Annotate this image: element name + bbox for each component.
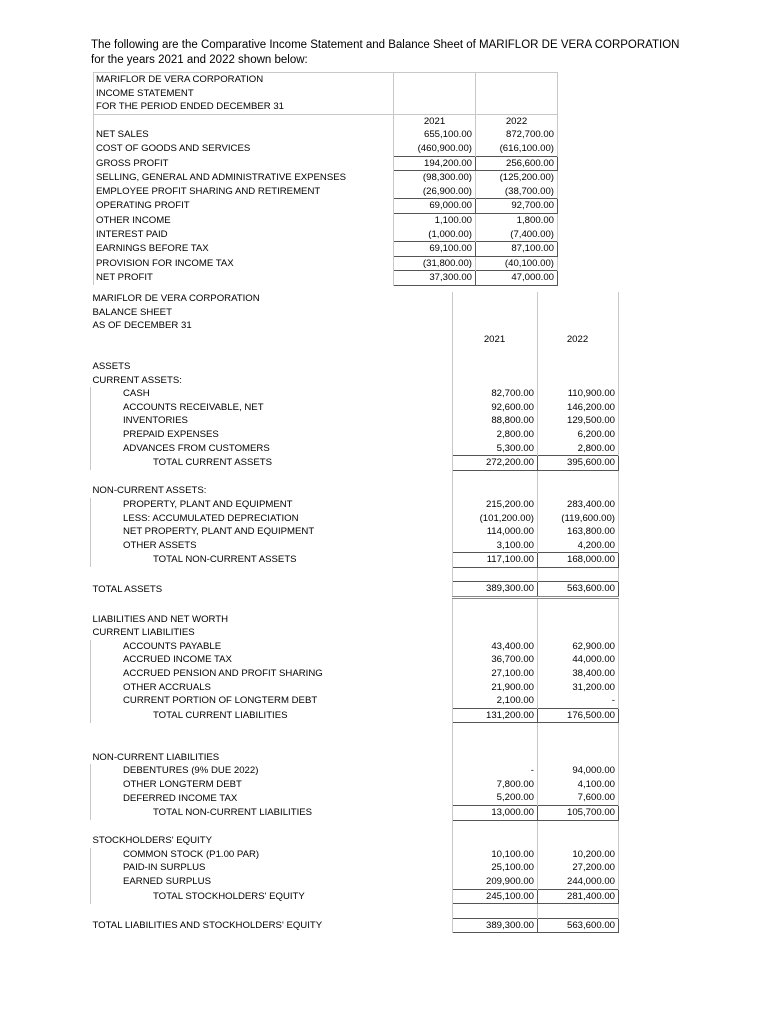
bs-row	[91, 539, 619, 553]
bs-total-label: TOTAL ASSETS	[91, 582, 453, 598]
bs-row	[91, 498, 619, 512]
bs-value-2021	[453, 292, 538, 306]
bs-row-label: ACCOUNTS PAYABLE	[91, 640, 453, 654]
bs-row	[91, 567, 619, 582]
bs-section-heading: ASSETS	[91, 360, 453, 374]
bs-value-2021: 2,100.00	[453, 694, 538, 708]
bs-value-2022: 4,100.00	[538, 778, 619, 792]
bs-value-2022: 563,600.00	[538, 582, 619, 598]
bs-row-label	[91, 567, 453, 582]
bs-row	[91, 848, 619, 862]
bs-row	[91, 401, 619, 415]
is-value-2021: (98,300.00)	[394, 171, 476, 185]
bs-row-label	[91, 820, 453, 834]
bs-total-row	[91, 805, 619, 820]
is-row	[94, 271, 558, 286]
bs-row	[91, 764, 619, 778]
bs-row	[91, 875, 619, 889]
is-value-2022: (125,200.00)	[476, 171, 558, 185]
bs-row-label: CASH	[91, 387, 453, 401]
bs-row	[91, 319, 619, 333]
is-value-2021: 194,200.00	[394, 156, 476, 171]
bs-value-2021: 5,300.00	[453, 442, 538, 456]
bs-value-2021	[453, 306, 538, 320]
bs-value-2022: 283,400.00	[538, 498, 619, 512]
bs-row	[91, 292, 619, 306]
is-value-2021: 69,100.00	[394, 242, 476, 257]
is-value-2021: 69,000.00	[394, 199, 476, 214]
bs-row-label: OTHER LONGTERM DEBT	[91, 778, 453, 792]
is-period: FOR THE PERIOD ENDED DECEMBER 31	[94, 100, 394, 114]
bs-value-2021	[453, 470, 538, 484]
bs-value-2022	[538, 360, 619, 374]
bs-value-2022: 7,600.00	[538, 791, 619, 805]
is-row	[94, 242, 558, 257]
bs-value-2021: 43,400.00	[453, 640, 538, 654]
bs-row	[91, 525, 619, 539]
is-row	[94, 213, 558, 227]
bs-value-2021	[453, 360, 538, 374]
bs-value-2021: 13,000.00	[453, 805, 538, 820]
bs-row-label	[91, 346, 453, 360]
is-row	[94, 199, 558, 214]
is-value-2021: (1,000.00)	[394, 228, 476, 242]
bs-value-2022: 62,900.00	[538, 640, 619, 654]
bs-total-row	[91, 553, 619, 568]
bs-row	[91, 681, 619, 695]
is-row-label: EARNINGS BEFORE TAX	[94, 242, 394, 257]
bs-row-label: ADVANCES FROM CUSTOMERS	[91, 442, 453, 456]
bs-value-2021: 389,300.00	[453, 918, 538, 933]
bs-row	[91, 751, 619, 765]
bs-row-label	[91, 723, 453, 737]
is-value-2022: 1,800.00	[476, 213, 558, 227]
is-year-2021: 2021	[394, 114, 476, 128]
bs-value-2021: 114,000.00	[453, 525, 538, 539]
bs-value-2021: 3,100.00	[453, 539, 538, 553]
bs-row-label: EARNED SURPLUS	[91, 875, 453, 889]
bs-value-2021: 7,800.00	[453, 778, 538, 792]
bs-row-label: PROPERTY, PLANT AND EQUIPMENT	[91, 498, 453, 512]
bs-row	[91, 442, 619, 456]
bs-value-2022	[538, 306, 619, 320]
bs-value-2022	[538, 567, 619, 582]
bs-section-heading: STOCKHOLDERS' EQUITY	[91, 834, 453, 848]
is-row	[94, 256, 558, 271]
is-row-label: NET SALES	[94, 128, 394, 142]
bs-value-2022: 27,200.00	[538, 861, 619, 875]
bs-value-2021	[453, 598, 538, 613]
bs-value-2021: (101,200.00)	[453, 512, 538, 526]
bs-section-heading: NON-CURRENT LIABILITIES	[91, 751, 453, 765]
bs-grand-total-row	[91, 918, 619, 933]
bs-value-2021: 117,100.00	[453, 553, 538, 568]
bs-section-heading: CURRENT ASSETS:	[91, 374, 453, 388]
is-value-2022: 92,700.00	[476, 199, 558, 214]
bs-row	[91, 306, 619, 320]
bs-value-2021	[453, 904, 538, 919]
bs-years-row	[91, 333, 619, 347]
bs-value-2021: 272,200.00	[453, 456, 538, 471]
bs-row-label: PAID-IN SURPLUS	[91, 861, 453, 875]
bs-value-2022: 563,600.00	[538, 918, 619, 933]
bs-row-label	[91, 904, 453, 919]
bs-row	[91, 778, 619, 792]
bs-row-label: CURRENT PORTION OF LONGTERM DEBT	[91, 694, 453, 708]
bs-value-2022: 146,200.00	[538, 401, 619, 415]
bs-total-label: TOTAL NON-CURRENT LIABILITIES	[91, 805, 453, 820]
bs-row	[91, 598, 619, 613]
is-row-label: PROVISION FOR INCOME TAX	[94, 256, 394, 271]
bs-value-2021	[453, 626, 538, 640]
is-row	[94, 185, 558, 199]
bs-row	[91, 667, 619, 681]
bs-value-2022: 176,500.00	[538, 708, 619, 723]
bs-value-2022	[538, 292, 619, 306]
bs-value-2022: 244,000.00	[538, 875, 619, 889]
is-title: MARIFLOR DE VERA CORPORATION	[94, 73, 394, 87]
is-value-2021: 37,300.00	[394, 271, 476, 286]
bs-value-2022: -	[538, 694, 619, 708]
bs-value-2021	[453, 723, 538, 737]
bs-value-2022: 129,500.00	[538, 414, 619, 428]
bs-row	[91, 723, 619, 737]
bs-row-label: INVENTORIES	[91, 414, 453, 428]
bs-row-label	[91, 737, 453, 751]
bs-row	[91, 346, 619, 360]
bs-value-2022: 2,800.00	[538, 442, 619, 456]
bs-value-2022	[538, 484, 619, 498]
bs-row	[91, 861, 619, 875]
bs-value-2021	[453, 374, 538, 388]
bs-value-2021: 27,100.00	[453, 667, 538, 681]
is-row	[94, 128, 558, 142]
intro-text: The following are the Comparative Income Statement and Balance Sheet of MARIFLOR DE VERA CORPORATION for the years 2021 and 2022 shown below:	[91, 39, 680, 66]
is-row-label: COST OF GOODS AND SERVICES	[94, 142, 394, 156]
bs-value-2022	[538, 319, 619, 333]
bs-value-2021: 25,100.00	[453, 861, 538, 875]
bs-value-2021	[453, 319, 538, 333]
bs-row-label: ACCOUNTS RECEIVABLE, NET	[91, 401, 453, 415]
bs-value-2022: 163,800.00	[538, 525, 619, 539]
bs-value-2022: 31,200.00	[538, 681, 619, 695]
bs-value-2022: 44,000.00	[538, 653, 619, 667]
bs-row-label: ACCRUED INCOME TAX	[91, 653, 453, 667]
bs-section-heading: CURRENT LIABILITIES	[91, 626, 453, 640]
bs-row	[91, 694, 619, 708]
bs-value-2021	[453, 567, 538, 582]
bs-value-2022: (119,600.00)	[538, 512, 619, 526]
bs-value-2022	[538, 723, 619, 737]
bs-value-2021	[453, 346, 538, 360]
bs-value-2021: -	[453, 764, 538, 778]
is-row	[94, 171, 558, 185]
bs-value-2021: 5,200.00	[453, 791, 538, 805]
bs-row-label: OTHER ACCRUALS	[91, 681, 453, 695]
bs-row	[91, 360, 619, 374]
is-value-2022: (38,700.00)	[476, 185, 558, 199]
bs-row	[91, 834, 619, 848]
is-year-2022: 2022	[476, 114, 558, 128]
bs-row-label: NET PROPERTY, PLANT AND EQUIPMENT	[91, 525, 453, 539]
is-row-label: NET PROFIT	[94, 271, 394, 286]
bs-value-2022: 110,900.00	[538, 387, 619, 401]
bs-value-2021: 92,600.00	[453, 401, 538, 415]
bs-value-2022	[538, 613, 619, 627]
is-value-2021: (31,800.00)	[394, 256, 476, 271]
bs-value-2021: 10,100.00	[453, 848, 538, 862]
bs-value-2022	[538, 751, 619, 765]
is-value-2022: (616,100.00)	[476, 142, 558, 156]
bs-value-2021: 88,800.00	[453, 414, 538, 428]
bs-value-2021: 245,100.00	[453, 889, 538, 904]
income-statement-table	[93, 72, 558, 286]
bs-value-2022	[538, 737, 619, 751]
bs-value-2021: 82,700.00	[453, 387, 538, 401]
bs-value-2022	[538, 374, 619, 388]
bs-value-2022	[538, 820, 619, 834]
bs-row	[91, 737, 619, 751]
bs-total-label: TOTAL NON-CURRENT ASSETS	[91, 553, 453, 568]
is-row-label: INTEREST PAID	[94, 228, 394, 242]
is-subtitle: INCOME STATEMENT	[94, 87, 394, 101]
bs-row-label: LESS: ACCUMULATED DEPRECIATION	[91, 512, 453, 526]
bs-total-label: TOTAL CURRENT LIABILITIES	[91, 708, 453, 723]
bs-section-heading: LIABILITIES AND NET WORTH	[91, 613, 453, 627]
bs-value-2021: 2021	[453, 333, 538, 347]
bs-value-2021: 389,300.00	[453, 582, 538, 598]
bs-value-2021	[453, 737, 538, 751]
bs-total-row	[91, 708, 619, 723]
is-value-2022: 87,100.00	[476, 242, 558, 257]
is-row	[94, 156, 558, 171]
bs-row	[91, 484, 619, 498]
is-value-2022: 47,000.00	[476, 271, 558, 286]
is-value-2022: 256,600.00	[476, 156, 558, 171]
is-value-2022: 872,700.00	[476, 128, 558, 142]
bs-row-label: DEBENTURES (9% DUE 2022)	[91, 764, 453, 778]
bs-row	[91, 653, 619, 667]
bs-value-2022: 395,600.00	[538, 456, 619, 471]
bs-row-label: PREPAID EXPENSES	[91, 428, 453, 442]
bs-value-2021: 36,700.00	[453, 653, 538, 667]
is-value-2022: (40,100.00)	[476, 256, 558, 271]
bs-value-2022	[538, 904, 619, 919]
bs-value-2022	[538, 598, 619, 613]
is-value-2021: 655,100.00	[394, 128, 476, 142]
bs-row-label: ACCRUED PENSION AND PROFIT SHARING	[91, 667, 453, 681]
is-value-2021: (460,900.00)	[394, 142, 476, 156]
is-row-label: EMPLOYEE PROFIT SHARING AND RETIREMENT	[94, 185, 394, 199]
bs-row	[91, 640, 619, 654]
bs-total-row	[91, 889, 619, 904]
bs-value-2022	[538, 470, 619, 484]
bs-row	[91, 613, 619, 627]
is-row	[94, 228, 558, 242]
bs-value-2021	[453, 751, 538, 765]
bs-value-2022: 2022	[538, 333, 619, 347]
bs-row	[91, 626, 619, 640]
bs-value-2021	[453, 484, 538, 498]
bs-value-2021	[453, 820, 538, 834]
bs-value-2021: 215,200.00	[453, 498, 538, 512]
bs-row-label	[91, 598, 453, 613]
bs-row	[91, 414, 619, 428]
bs-section-heading: NON-CURRENT ASSETS:	[91, 484, 453, 498]
bs-period: AS OF DECEMBER 31	[91, 319, 453, 333]
bs-row	[91, 791, 619, 805]
bs-row	[91, 470, 619, 484]
bs-value-2022: 281,400.00	[538, 889, 619, 904]
bs-subtitle: BALANCE SHEET	[91, 306, 453, 320]
bs-value-2021: 209,900.00	[453, 875, 538, 889]
bs-row	[91, 512, 619, 526]
bs-total-label: TOTAL LIABILITIES AND STOCKHOLDERS' EQUITY	[91, 918, 453, 933]
bs-value-2022	[538, 834, 619, 848]
bs-total-row	[91, 456, 619, 471]
is-value-2021: (26,900.00)	[394, 185, 476, 199]
bs-row-label: OTHER ASSETS	[91, 539, 453, 553]
bs-total-label: TOTAL STOCKHOLDERS' EQUITY	[91, 889, 453, 904]
bs-row-label: DEFERRED INCOME TAX	[91, 791, 453, 805]
is-row-label: OTHER INCOME	[94, 213, 394, 227]
bs-row-label: COMMON STOCK (P1.00 PAR)	[91, 848, 453, 862]
bs-title: MARIFLOR DE VERA CORPORATION	[91, 292, 453, 306]
is-row-label: SELLING, GENERAL AND ADMINISTRATIVE EXPENSES	[94, 171, 394, 185]
bs-row-label	[91, 333, 453, 347]
is-row-label: OPERATING PROFIT	[94, 199, 394, 214]
bs-value-2022	[538, 346, 619, 360]
is-row	[94, 142, 558, 156]
bs-value-2022: 6,200.00	[538, 428, 619, 442]
bs-total-label: TOTAL CURRENT ASSETS	[91, 456, 453, 471]
bs-value-2022: 4,200.00	[538, 539, 619, 553]
bs-value-2021: 131,200.00	[453, 708, 538, 723]
bs-value-2021	[453, 613, 538, 627]
bs-value-2022: 10,200.00	[538, 848, 619, 862]
bs-value-2022: 38,400.00	[538, 667, 619, 681]
bs-row	[91, 428, 619, 442]
bs-row-label	[91, 470, 453, 484]
is-row-label: GROSS PROFIT	[94, 156, 394, 171]
bs-value-2022: 94,000.00	[538, 764, 619, 778]
bs-value-2021	[453, 834, 538, 848]
bs-row	[91, 904, 619, 919]
bs-row	[91, 374, 619, 388]
is-value-2021: 1,100.00	[394, 213, 476, 227]
bs-row	[91, 820, 619, 834]
is-value-2022: (7,400.00)	[476, 228, 558, 242]
bs-row	[91, 387, 619, 401]
bs-value-2021: 21,900.00	[453, 681, 538, 695]
bs-grand-total-row	[91, 582, 619, 598]
bs-value-2021: 2,800.00	[453, 428, 538, 442]
bs-value-2022: 105,700.00	[538, 805, 619, 820]
bs-value-2022: 168,000.00	[538, 553, 619, 568]
bs-value-2022	[538, 626, 619, 640]
balance-sheet-table	[90, 292, 619, 933]
